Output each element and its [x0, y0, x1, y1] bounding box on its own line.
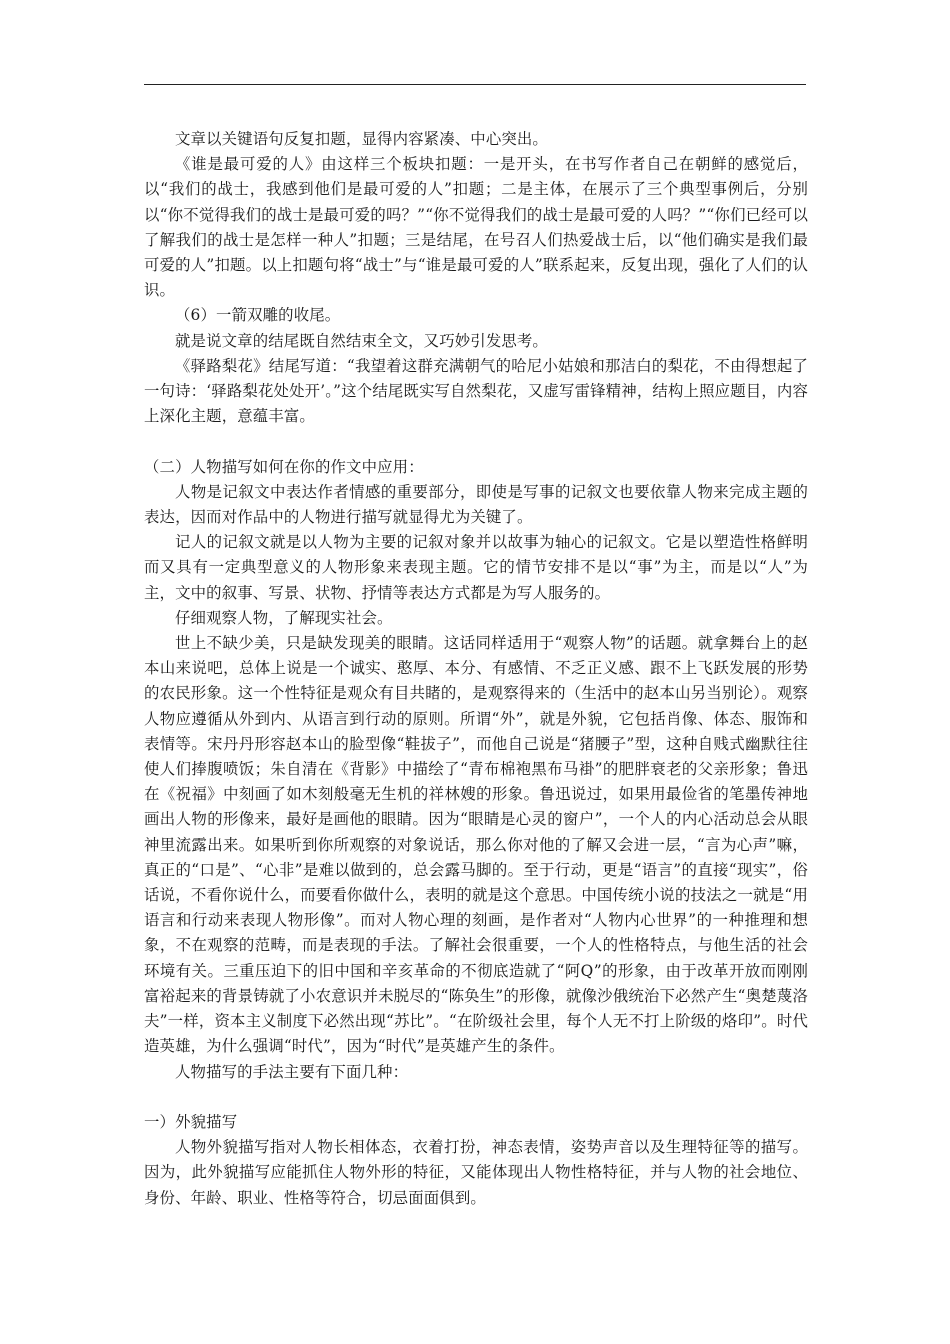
paragraph: 世上不缺少美，只是缺发现美的眼睛。这话同样适用于“观察人物”的话题。就拿舞台上的赵本山来说吧，总体上说是一个诚实、憨厚、本分、有感情、不乏正义感、跟不上飞跃发展的形势的农民形象。这一个性特征是观众有目共睹的，是观察得来的（生活中的赵本山另当别论）。观察人物应遵循从外到内、从语言到行动的原则。所谓“外”，就是外貌，它包括肖像、体态、服饰和表情等。宋丹丹形容赵本山的脸型像“鞋拔子”，而他自己说是“猪腰子”型，这种自贱式幽默往往使人们捧腹喷饭；朱自清在《背影》中描绘了“青布棉袍黑布马褂”的肥胖衰老的父亲形象；鲁迅在《祝福》中刻画了如木刻般毫无生机的祥林嫂的形象。鲁迅说过，如果用最俭省的笔墨传神地画出人物的形像来，最好是画他的眼睛。因为“眼睛是心灵的窗户”，一个人的内心活动总会从眼神里流露出来。如果听到你所观察的对象说话，那么你对他的了解又会进一层，“言为心声”嘛，真正的“口是”、“心非”是难以做到的，总会露马脚的。至于行动，更是“语言”的直接“现实”，俗话说，不看你说什么，而要看你做什么，表明的就是这个意思。中国传统小说的技法之一就是“用语言和行动来表现人物形像”。而对人物心理的刻画，是作者对“人物内心世界”的一种推理和想象，不在观察的范畴，而是表现的手法。了解社会很重要，一个人的性格特点，与他生活的社会环境有关。三重压迫下的旧中国和辛亥革命的不彻底造就了“阿Q”的形象，由于改革开放而刚刚富裕起来的背景铸就了小农意识并未脱尽的“陈奂生”的形像，就像沙俄统治下必然产生“奥楚蔑洛夫”一样，资本主义制度下必然出现“苏比”。“在阶级社会里，每个人无不打上阶级的烙印”。时代造英雄，为什么强调“时代”，因为“时代”是英雄产生的条件。 — [144, 634, 808, 1056]
paragraph: 人物是记叙文中表达作者情感的重要部分，即使是写事的记叙文也要依靠人物来完成主题的表达，因而对作品中的人物进行描写就显得尤为关键了。 — [144, 482, 808, 527]
paragraph: 仔细观察人物，了解现实社会。 — [175, 608, 393, 627]
header-rule — [144, 84, 806, 85]
paragraph: 人物外貌描写指对人物长相体态，衣着打扮，神态表情，姿势声音以及生理特征等的描写。因为，此外貌描写应能抓住人物外形的特征，又能体现出人物性格特征，并与人物的社会地位、身份、年龄、职业、性格等符合，切忌面面俱到。 — [144, 1138, 808, 1207]
blank-line — [144, 1085, 808, 1110]
subsection-heading: 一）外貌描写 — [144, 1112, 238, 1131]
paragraph: 记人的记叙文就是以人物为主要的记叙对象并以故事为轴心的记叙文。它是以塑造性格鲜明而又具有一定典型意义的人物形象来表现主题。它的情节安排不是以“事”为主，而是以“人”为主，文中的叙事、写景、状物、抒情等表达方式都是为写人服务的。 — [144, 533, 808, 602]
paragraph: 就是说文章的结尾既自然结束全文，又巧妙引发思考。 — [175, 331, 548, 350]
paragraph: 人物描写的手法主要有下面几种： — [175, 1062, 409, 1081]
section-heading: （二）人物描写如何在你的作文中应用： — [144, 457, 424, 476]
blank-line — [144, 429, 808, 454]
paragraph: 文章以关键语句反复扣题，显得内容紧凑、中心突出。 — [175, 130, 548, 148]
paragraph: 《谁是最可爱的人》由这样三个板块扣题：一是开头，在书写作者自己在朝鲜的感觉后，以“我们的战士，我感到他们是最可爱的人”扣题；二是主体，在展示了三个典型事例后，分别以“你不觉得我们的战士是最可爱的吗？”“你不觉得我们的战士是最可爱的人吗？”“你们已经可以了解我们的战士是怎样一种人”扣题；三是结尾，在号召人们热爱战士后，以“他们确实是我们最可爱的人”扣题。以上扣题句将“战士”与“谁是最可爱的人”联系起来，反复出现，强化了人们的认识。 — [144, 155, 808, 300]
paragraph: （6）一箭双雕的收尾。 — [175, 306, 341, 325]
paragraph: 《驿路梨花》结尾写道：“我望着这群充满朝气的哈尼小姑娘和那洁白的梨花，不由得想起了一句诗：‘驿路梨花处处开’。”这个结尾既实写自然梨花，又虚写雷锋精神，结构上照应题目，内容上深化主题，意蕴丰富。 — [144, 356, 808, 426]
document-body — [144, 127, 808, 1211]
